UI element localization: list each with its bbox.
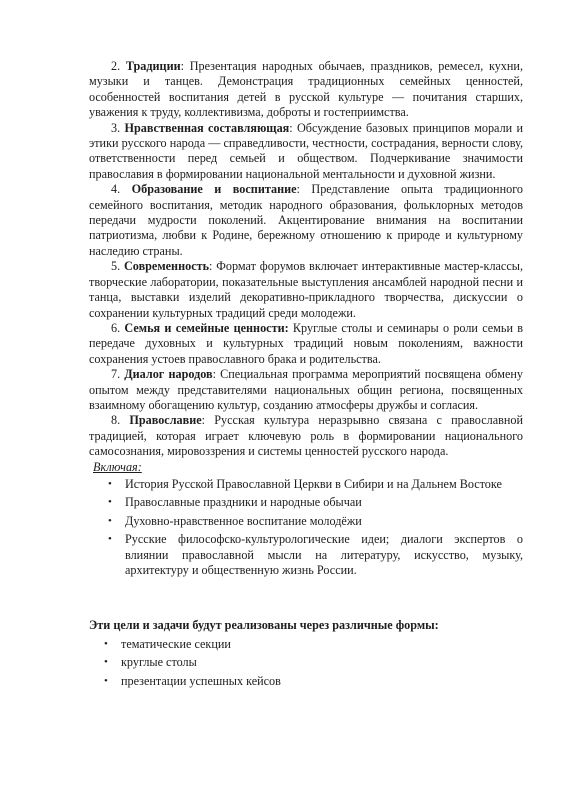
list-item-text: тематические секции <box>121 636 231 651</box>
goals-title: Эти цели и задачи будут реализованы через различные формы: <box>89 618 439 633</box>
forms-list <box>89 637 523 689</box>
section-text: : Обсуждение базовых принципов морали и этики русского народа — справедливости, честности, сострадания, верности слову, ответственности перед семьей и обществом. Подчеркивание значимости православия в формировании национальной ментальности и духовной жизни. <box>89 120 524 181</box>
bullet-icon: • <box>108 496 112 509</box>
section-number: 3. <box>111 120 121 135</box>
section-2 <box>89 59 523 121</box>
section-heading: Нравственная составляющая <box>124 120 290 135</box>
section-heading: Образование и воспитание <box>131 182 297 197</box>
list-item <box>108 495 523 510</box>
section-7 <box>89 367 523 413</box>
bullet-icon: • <box>108 514 112 527</box>
section-heading: Православие <box>129 413 202 428</box>
section-5 <box>89 259 523 321</box>
section-heading: Диалог народов <box>124 367 213 382</box>
includes-block <box>93 460 523 579</box>
section-number: 5. <box>111 259 121 274</box>
list-item <box>104 673 523 689</box>
section-heading: Современность <box>123 259 210 274</box>
section-4 <box>89 182 523 259</box>
bullet-icon: • <box>108 477 112 490</box>
document-body <box>89 59 523 692</box>
section-heading: Семья и семейные ценности: <box>124 320 289 335</box>
section-number: 6. <box>111 320 121 335</box>
list-item-text: презентации успешных кейсов <box>121 673 281 688</box>
includes-label: Включая: <box>93 459 142 474</box>
list-item-text: Русские философско-культурологические идеи; диалоги экспертов о влиянии православной мысли на литературу, искусство, музыку, архитектуру и общественную жизнь России. <box>125 532 523 577</box>
section-text: : Презентация народных обычаев, праздников, ремесел, кухни, музыки и танцев. Демонстрация традиционных семейных ценностей, особенностей воспитания детей в русской культуре — почитания старших, уважения к труду, коллективизма, доброты и гостеприимства. <box>89 59 523 120</box>
bullet-icon: • <box>104 656 108 669</box>
section-number: 8. <box>111 413 121 428</box>
bullet-icon: • <box>104 674 108 687</box>
section-text: : Специальная программа мероприятий посвящена обмену опытом между представителями национальных общин региона, посвященных взаимному обогащению культур, созданию атмосферы дружбы и согласия. <box>89 367 523 412</box>
section-text: : Русская культура неразрывно связана с православной традицией, которая играет ключевую роль в формировании национального самосознания, мировоззрения и системы ценностей русского народа. <box>89 413 523 459</box>
list-item-text: История Русской Православной Церкви в Сибири и на Дальнем Востоке <box>125 476 502 491</box>
section-number: 2. <box>111 59 121 73</box>
list-item <box>108 532 523 578</box>
includes-list <box>93 477 523 578</box>
section-number: 7. <box>111 367 121 382</box>
list-item <box>104 655 523 670</box>
section-text: Круглые столы и семинары о роли семьи в передаче духовных и культурных традиций новым поколениям, важности сохранения устоев православного брака и родительства. <box>89 320 524 366</box>
list-item-text: Православные праздники и народные обычаи <box>125 495 362 510</box>
section-8 <box>89 413 523 459</box>
list-item-text: Духовно-нравственное воспитание молодёжи <box>125 513 362 528</box>
section-3 <box>89 121 523 183</box>
section-text: : Представление опыта традиционного семейного воспитания, методик народного образования, фольклорных методов передачи мудрости поколений. Акцентирование внимания на воспитании патриотизма, любви к Родине, бережному отношению к природе и культурному наследию страны. <box>89 182 523 258</box>
list-item <box>108 476 523 492</box>
section-number: 4. <box>111 182 121 197</box>
list-item-text: круглые столы <box>121 655 197 670</box>
section-6 <box>89 321 523 367</box>
section-text: : Формат форумов включает интерактивные мастер-классы, творческие лаборатории, показательные выступления ансамблей народной песни и танца, выставки изделий декоративно-прикладного творчества, дискуссии о сохранении культурных традиций среди молодежи. <box>89 259 523 320</box>
bullet-icon: • <box>108 533 112 546</box>
bullet-icon: • <box>104 637 108 650</box>
list-item <box>108 513 523 529</box>
list-item <box>104 636 523 652</box>
section-heading: Традиции <box>125 59 181 73</box>
